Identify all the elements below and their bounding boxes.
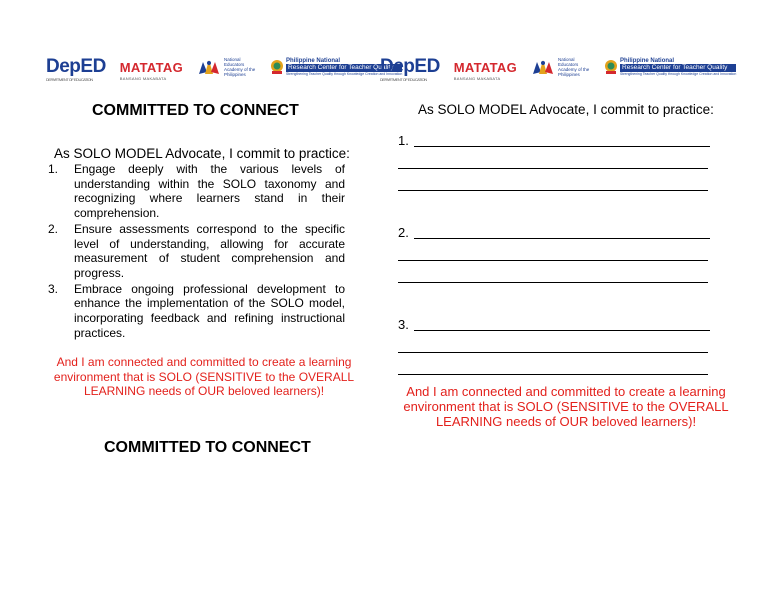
blank-number: 2. — [398, 225, 409, 240]
blank-line[interactable] — [398, 168, 708, 169]
matatag-subtitle: BANSANG MAKABATA — [453, 75, 501, 81]
deped-logo — [46, 56, 106, 82]
neap-text: National Educators Academy of the Philippines — [558, 57, 590, 77]
matatag-logo — [453, 59, 518, 81]
matatag-wordmark: MATATAG — [453, 59, 518, 75]
pnrc-tagline: Strengthening Teacher Quality through Knowledge Creation and Innovation — [620, 72, 737, 76]
deped-subtitle: DEPARTMENT OF EDUCATION — [380, 77, 427, 82]
blank-line[interactable] — [414, 238, 710, 239]
blank-number: 1. — [398, 133, 409, 148]
neap-emblem-icon — [197, 58, 221, 76]
blank-line[interactable] — [398, 352, 708, 353]
header-logos-right — [380, 52, 736, 82]
matatag-logo — [119, 59, 184, 81]
pnrc-line2: Research Center for Teacher Quality — [620, 64, 736, 72]
list-item-number: 1. — [48, 162, 59, 176]
list-item — [48, 162, 345, 221]
blank-number: 3. — [398, 317, 409, 332]
commitment-list — [48, 162, 345, 341]
pnrc-logo — [604, 58, 736, 76]
list-item — [48, 282, 345, 341]
neap-logo — [531, 57, 596, 77]
commitment-intro-right: As SOLO MODEL Advocate, I commit to practice: — [418, 102, 714, 117]
pnrc-badge-icon — [270, 59, 284, 75]
list-item-number: 2. — [48, 221, 59, 236]
bottom-title: COMMITTED TO CONNECT — [104, 439, 311, 456]
pnrc-line1: Philippine National — [286, 58, 341, 64]
closing-statement: And I am connected and committed to create a learning environment that is SOLO (SENSITIVE to the OVERALL LEARNING needs of OUR beloved learners)! — [53, 355, 355, 398]
list-item-number: 3. — [48, 281, 59, 296]
neap-emblem-icon — [531, 58, 555, 76]
list-item-text: Ensure assessments correspond to the specific level of understanding, allowing for accurate measurement of student comprehension and progress. — [74, 221, 345, 280]
blank-line[interactable] — [398, 374, 708, 375]
neap-text: National Educators Academy of the Philippines — [224, 57, 256, 77]
deped-wordmark: DepED — [46, 56, 106, 77]
pnrc-line2: Research Center for Teacher Quality — [286, 64, 402, 72]
deped-wordmark: DepED — [380, 56, 440, 77]
pnrc-badge-icon — [604, 59, 618, 75]
commitment-intro: As SOLO MODEL Advocate, I commit to practice: — [54, 146, 350, 161]
list-item-text: Embrace ongoing professional development to enhance the implementation of the SOLO model, incorporating feedback and refining instructional practices. — [74, 281, 345, 340]
header-logos-left — [46, 52, 402, 82]
blank-line[interactable] — [398, 190, 708, 191]
list-item-text: Engage deeply with the various levels of understanding within the SOLO taxonomy and recognizing where learners stand in their comprehension. — [74, 162, 345, 221]
list-item — [48, 222, 345, 281]
closing-statement-right: And I am connected and committed to create a learning environment that is SOLO (SENSITIVE to the OVERALL LEARNING needs of OUR beloved learners)! — [403, 384, 729, 429]
pnrc-tagline: Strengthening Teacher Quality through Knowledge Creation and Innovation — [286, 72, 403, 76]
pnrc-line1: Philippine National — [620, 58, 675, 64]
blank-line[interactable] — [414, 330, 710, 331]
neap-logo — [197, 57, 262, 77]
blank-line[interactable] — [398, 260, 708, 261]
deped-subtitle: DEPARTMENT OF EDUCATION — [46, 77, 93, 82]
deped-logo — [380, 56, 440, 82]
matatag-wordmark: MATATAG — [119, 59, 184, 75]
blank-line[interactable] — [414, 146, 710, 147]
blank-line[interactable] — [398, 282, 708, 283]
page-title: COMMITTED TO CONNECT — [92, 102, 299, 119]
matatag-subtitle: BANSANG MAKABATA — [119, 75, 167, 81]
